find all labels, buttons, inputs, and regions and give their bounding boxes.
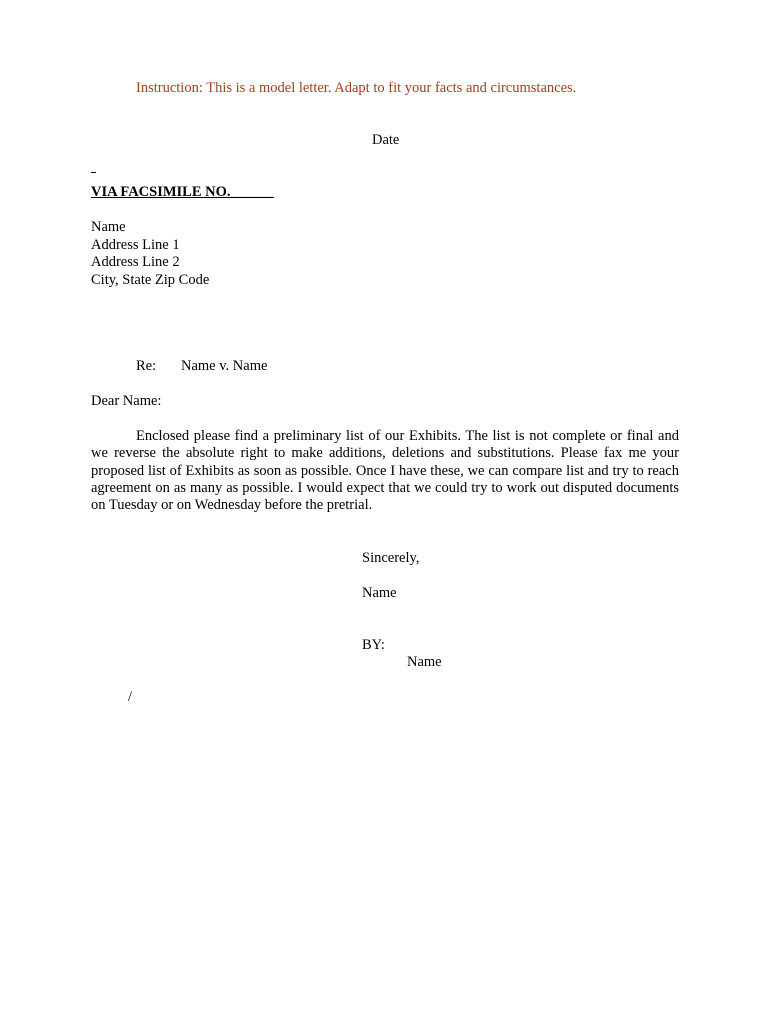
recipient-address-block (91, 219, 209, 289)
fax-heading-label: VIA FACSIMILE NO. (91, 184, 231, 200)
recipient-name: Name (91, 219, 126, 235)
fax-number-blank: ______ (230, 184, 275, 200)
date-line: Date (372, 132, 400, 148)
closing: Sincerely, (362, 550, 420, 566)
letter-body-paragraph: Enclosed please find a preliminary list of our Exhibits. The list is not complete or final and we reverse the absolute right to make additions, deletions and substitutions. Please fax me your proposed list of Exhibits as soon as possible. Once I have these, we can compare list and try to reach agreement on as many as possible. I would expect that we could try to work out disputed documents on Tuesday or on Wednesday before the pretrial. (91, 428, 679, 514)
firm-name: Name (362, 585, 397, 601)
recipient-address-line-1: Address Line 1 (91, 236, 180, 253)
typist-initials-mark: / (128, 689, 133, 705)
recipient-city-state-zip: City, State Zip Code (91, 271, 210, 288)
signature-by-label: BY: (362, 637, 385, 653)
re-label: Re: (136, 358, 157, 374)
salutation: Dear Name: (91, 393, 162, 409)
margin-mark (91, 172, 96, 173)
fax-heading (91, 184, 274, 201)
recipient-address-line-2: Address Line 2 (91, 254, 180, 270)
re-case-name: Name v. Name (181, 358, 268, 374)
signer-name: Name (407, 654, 442, 670)
instruction-note: Instruction: This is a model letter. Adapt to fit your facts and circumstances. (136, 80, 577, 96)
